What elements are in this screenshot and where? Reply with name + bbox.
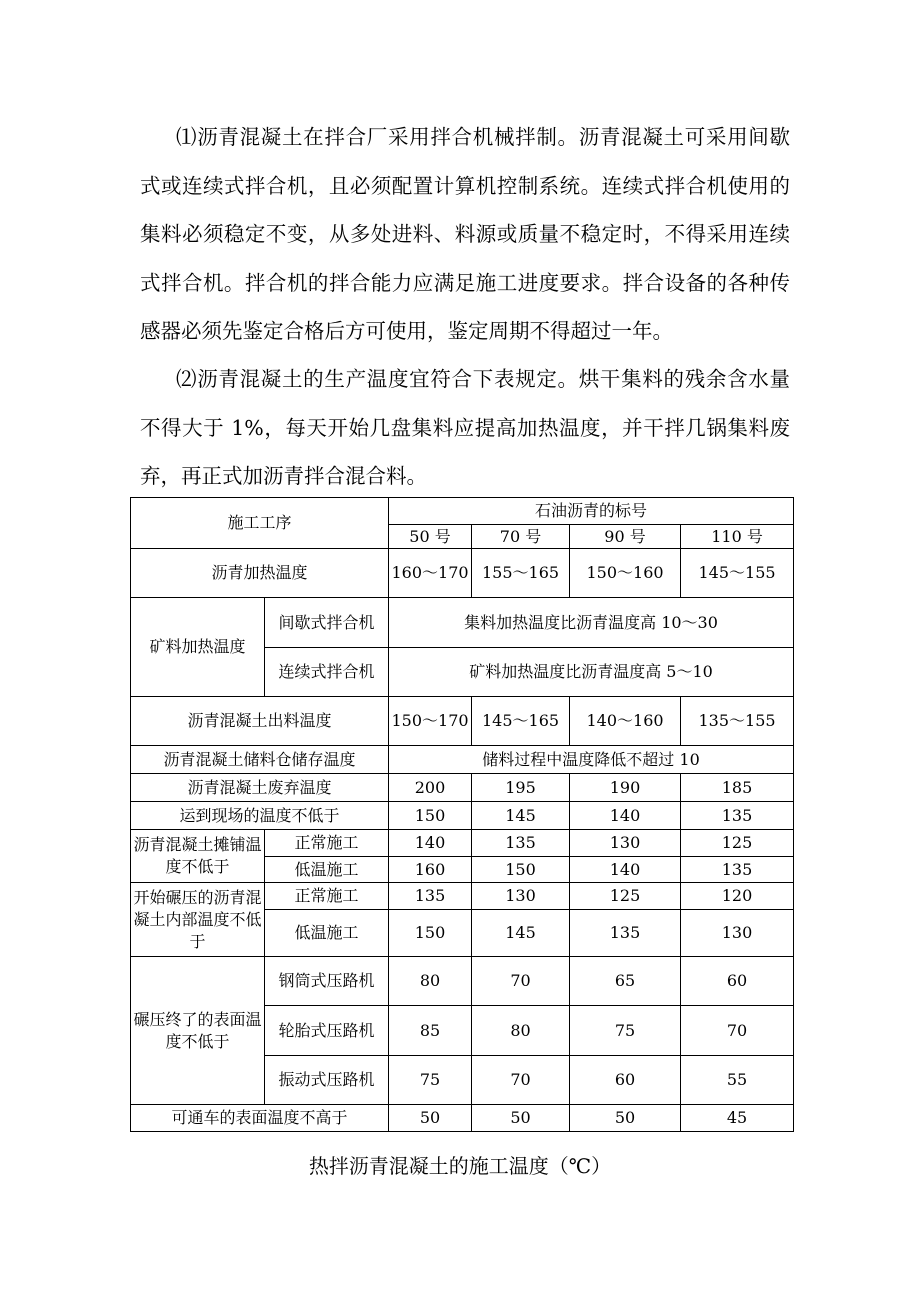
row-label: 开始碾压的沥青混凝土内部温度不低于 [131, 883, 265, 957]
table-cell: 140 [570, 857, 681, 883]
row-label: 沥青混凝土出料温度 [131, 697, 389, 746]
table-cell: 50 [472, 1105, 570, 1132]
construction-temperature-table [130, 497, 794, 1132]
header-grade-70: 70 号 [472, 525, 570, 549]
sub-row-label: 连续式拌合机 [265, 648, 389, 697]
table-cell: 185 [681, 774, 794, 802]
header-grade-50: 50 号 [389, 525, 472, 549]
table-row [131, 830, 794, 857]
row-label: 沥青混凝土废弃温度 [131, 774, 389, 802]
table-row [131, 774, 794, 802]
table-cell: 120 [681, 883, 794, 910]
table-cell: 150 [472, 857, 570, 883]
table-cell: 60 [681, 957, 794, 1006]
table-cell: 125 [570, 883, 681, 910]
sub-row-label: 间歇式拌合机 [265, 598, 389, 648]
table-row [131, 802, 794, 830]
table-cell: 140～160 [570, 697, 681, 746]
table-row [131, 1105, 794, 1132]
table-cell: 50 [389, 1105, 472, 1132]
table-cell: 75 [570, 1006, 681, 1056]
table-note-cell: 集料加热温度比沥青温度高 10～30 [389, 598, 794, 648]
table-cell: 70 [472, 1056, 570, 1105]
header-grade-110: 110 号 [681, 525, 794, 549]
table-cell: 150 [389, 802, 472, 830]
table-cell: 150～160 [570, 549, 681, 598]
table-cell: 125 [681, 830, 794, 857]
table-row [131, 697, 794, 746]
row-label: 可通车的表面温度不高于 [131, 1105, 389, 1132]
table-cell: 135 [681, 802, 794, 830]
table-cell: 150 [389, 910, 472, 957]
table-cell: 190 [570, 774, 681, 802]
sub-row-label: 正常施工 [265, 883, 389, 910]
table-note-cell: 储料过程中温度降低不超过 10 [389, 746, 794, 774]
paragraph-mixing-plant: ⑴沥青混凝土在拌合厂采用拌合机械拌制。沥青混凝土可采用间歇式或连续式拌合机，且必须配置计算机控制系统。连续式拌合机使用的集料必须稳定不变，从多处进料、料源或质量不稳定时，不得采用连续式拌合机。拌合机的拌合能力应满足施工进度要求。拌合设备的各种传感器必须先鉴定合格后方可使用，鉴定周期不得超过一年。 [140, 125, 790, 343]
sub-row-label: 正常施工 [265, 830, 389, 857]
table-cell: 45 [681, 1105, 794, 1132]
paragraph-production-temperature: ⑵沥青混凝土的生产温度宜符合下表规定。烘干集料的残余含水量不得大于 1%，每天开始几盘集料应提高加热温度，并干拌几锅集料废弃，再正式加沥青拌合混合料。 [140, 367, 790, 488]
table-cell: 135～155 [681, 697, 794, 746]
table-cell: 135 [570, 910, 681, 957]
sub-row-label: 钢筒式压路机 [265, 957, 389, 1006]
row-label: 沥青混凝土储料仓储存温度 [131, 746, 389, 774]
table-row [131, 549, 794, 598]
row-label: 运到现场的温度不低于 [131, 802, 389, 830]
table-cell: 145 [472, 910, 570, 957]
table-cell: 160～170 [389, 549, 472, 598]
table-cell: 145～155 [681, 549, 794, 598]
table-caption: 热拌沥青混凝土的施工温度（℃） [308, 1154, 612, 1178]
row-label: 矿料加热温度 [131, 598, 265, 697]
table-cell: 50 [570, 1105, 681, 1132]
table-cell: 130 [472, 883, 570, 910]
sub-row-label: 振动式压路机 [265, 1056, 389, 1105]
table-cell: 160 [389, 857, 472, 883]
table-cell: 135 [681, 857, 794, 883]
table-row [131, 957, 794, 1006]
table-cell: 75 [389, 1056, 472, 1105]
table-cell: 70 [472, 957, 570, 1006]
row-label: 沥青混凝土摊铺温度不低于 [131, 830, 265, 883]
table-cell: 135 [389, 883, 472, 910]
table-row [131, 883, 794, 910]
table-cell: 145 [472, 802, 570, 830]
sub-row-label: 低温施工 [265, 910, 389, 957]
table-cell: 130 [681, 910, 794, 957]
table-row [131, 746, 794, 774]
header-grade: 石油沥青的标号 [389, 498, 794, 525]
table-cell: 200 [389, 774, 472, 802]
table-cell: 65 [570, 957, 681, 1006]
sub-row-label: 轮胎式压路机 [265, 1006, 389, 1056]
table-cell: 55 [681, 1056, 794, 1105]
table-cell: 80 [389, 957, 472, 1006]
sub-row-label: 低温施工 [265, 857, 389, 883]
table-header-row [131, 498, 794, 525]
header-grade-90: 90 号 [570, 525, 681, 549]
row-label: 碾压终了的表面温度不低于 [131, 957, 265, 1105]
table-cell: 60 [570, 1056, 681, 1105]
table-cell: 85 [389, 1006, 472, 1056]
table-cell: 145～165 [472, 697, 570, 746]
table-cell: 80 [472, 1006, 570, 1056]
table-row [131, 598, 794, 648]
table-cell: 140 [570, 802, 681, 830]
table-cell: 195 [472, 774, 570, 802]
table-cell: 135 [472, 830, 570, 857]
table-cell: 140 [389, 830, 472, 857]
row-label: 沥青加热温度 [131, 549, 389, 598]
table-cell: 155～165 [472, 549, 570, 598]
table-note-cell: 矿料加热温度比沥青温度高 5～10 [389, 648, 794, 697]
header-process: 施工工序 [131, 498, 389, 549]
table-cell: 150～170 [389, 697, 472, 746]
table-cell: 70 [681, 1006, 794, 1056]
table-cell: 130 [570, 830, 681, 857]
